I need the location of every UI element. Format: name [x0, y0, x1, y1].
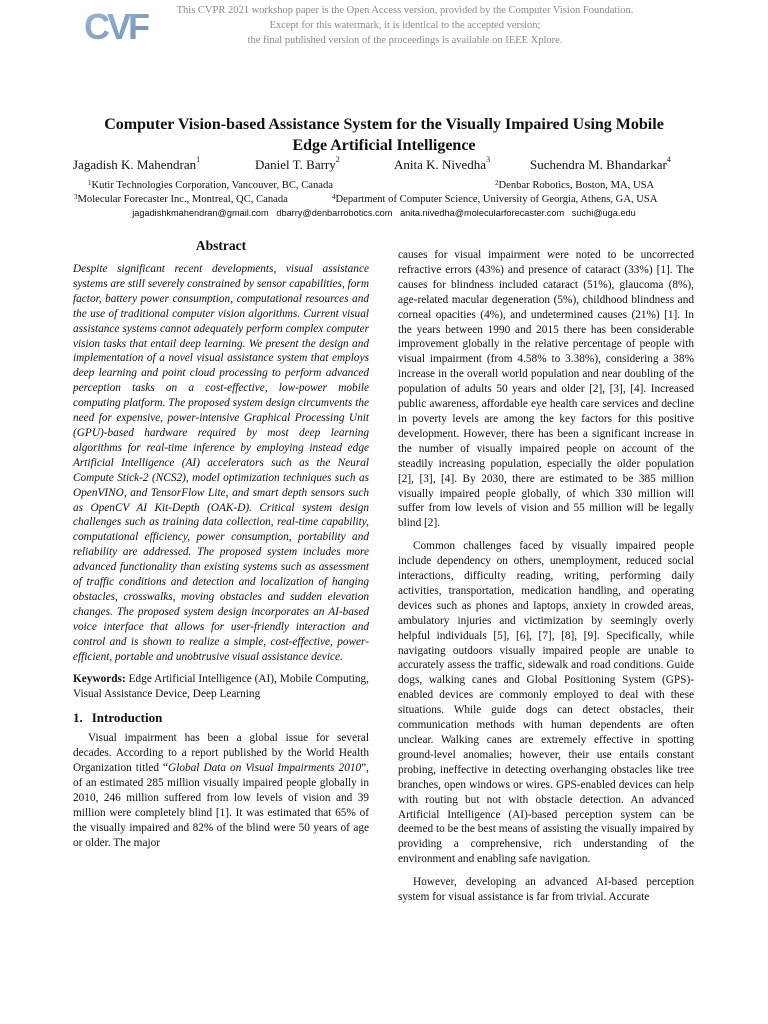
watermark-line-3: the final published version of the proceedings is available on IEEE Xplore. [247, 35, 563, 46]
keywords [73, 672, 369, 702]
left-column [73, 262, 369, 850]
intro-paragraph-1: Visual impairment has been a global issue for several decades. According to a report published by the World Health Organization titled “Global Data on Visual Impairments 2010”, of an estimated 285 million visually impaired people globally in 2010, 246 million suffered from low levels of vision and 39 million were completely blind [1]. It was estimated that 65% of the visually impaired and 82% of the blind were 50 years of age or older. The major [73, 732, 369, 849]
intro-paragraph-3: However, developing an advanced AI-based perception system for visual assistance is far from trivial. Accurate [398, 876, 694, 904]
section-heading-introduction [73, 711, 369, 726]
cvf-logo [84, 6, 147, 47]
affiliation-1: $^1$Kutir Technologies Corporation, Vancouver, BC, Canada [88, 179, 333, 191]
right-column [398, 248, 694, 905]
section-number: 1. [73, 710, 83, 726]
svg-text:CVF: CVF [84, 6, 147, 47]
author-1: Jagadish K. Mahendran$^1$ [73, 155, 201, 172]
author-2: Daniel T. Barry$^2$ [255, 155, 340, 172]
intro-paragraph-1-continued: causes for visual impairment were noted to be uncorrected refractive errors (43%) and presence of cataract (33%) [1]. The causes for blindness included cataract (51%), glaucoma (8%), age-related macular degeneration (5%), childhood blindness and corneal opacities (4%), and undetermined causes (21%) [1]. In the years between 1990 and 2015 there has been considerable improvement globally in the relative percentage of people with visual impairment (from 4.58% to 3.38%), considering a 38% increase in the overall world population and near doubling of the population of adults 50 years and older [2], [3], [4]. Increased public awareness, affordable eye health care services and decline in poverty levels are among the key factors for this positive development. However, there has been a significant increase in the number of visually impaired people on account of the steadily increasing population, especially the older population [2], [3], [4]. By 2030, there are estimated to be 385 million visually impaired people globally, of which 330 million will suffer from low levels of vision and 55 million will be legally blind [2]. [398, 249, 694, 530]
keywords-list: Edge Artificial Intelligence (AI), Mobile Computing, Visual Assistance Device, Deep Learning [73, 673, 369, 701]
keywords-label: Keywords: [73, 673, 126, 686]
author-emails: jagadishkmahendran@gmail.com dbarry@denbarrobotics.com anita.nivedha@molecularforecaster.com suchi@uga.edu [132, 208, 636, 218]
affiliation-2: $^2$Denbar Robotics, Boston, MA, USA [495, 179, 655, 191]
section-title: Introduction [91, 710, 163, 726]
abstract-heading: Abstract [195, 238, 247, 253]
author-4: Suchendra M. Bhandarkar$^4$ [530, 155, 671, 172]
intro-paragraph-2: Common challenges faced by visually impaired people include dependency on others, unemployment, reduced social interactions, difficulty reading, writing, performing daily activities, transportation, medication handling, and operating devices such as phones and laptops, anxiety in crowded areas, ambulatory injuries and victimization by seemingly overly helpful individuals [5], [6], [7], [8], [9]. Specifically, while navigating outdoors visually impaired people are unable to accurately assess the traffic, sidewalk and road conditions. Guide dogs, walking canes and Global Positioning System (GPS)-enabled devices are commonly employed to deal with these situations. While guide dogs can detect obstacles, their communication methods with human dependents are often unclear. Walking canes are extremely effective in spotting ground-level anomalies; however, their use entails constant probing, ineffective in detecting overhanging obstacles like tree branches, open windows or wires. GPS-enabled devices can help with routing but not with obstacle detection. An advanced Artificial Intelligence (AI)-based perception system can be deemed to be the best means of assisting the visually impaired by providing a comprehensive, rich understanding of the environment and enabling safe navigation. [398, 540, 694, 866]
watermark-line-2: Except for this watermark, it is identical to the accepted version; [269, 20, 541, 31]
watermark-line-1: This CVPR 2021 workshop paper is the Open Access version, provided by the Computer Vision Foundation. [176, 5, 634, 16]
affiliation-4: $^4$Department of Computer Science, University of Georgia, Athens, GA, USA [332, 193, 658, 205]
affiliation-3: $^3$Molecular Forecaster Inc., Montreal, QC, Canada [74, 193, 288, 205]
abstract-text: Despite significant recent developments, visual assistance systems are still severely constrained by sensor capabilities, form factor, battery power consumption, computational resources and the use of traditional computer vision algorithms. Current visual assistance systems cannot adequately perform complex computer vision tasks that entail deep learning. We present the design and implementation of a novel visual assistance system that employs deep learning and point cloud processing to perform advanced perception tasks on a cost-effective, low-power mobile computing platform. The proposed system design circumvents the need for expensive, power-intensive Graphical Processing Unit (GPU)-based hardware required by most deep learning algorithms for real-time inference by employing instead edge Artificial Intelligence (AI) accelerators such as the Neural Compute Stick-2 (NCS2), model optimization techniques such as OpenVINO, and TensorFlow Lite, and smart depth sensors such as OpenCV AI Kit-Depth (OAK-D). Critical system design challenges such as training data collection, real-time capability, computational efficiency, power consumption, portability and reliability are addressed. The proposed system includes more advanced functionality than existing systems such as assessment of traffic conditions and detection and localization of hanging obstacles, crosswalks, moving obstacles and sudden elevation changes. The proposed system design incorporates an AI-based voice interface that allows for user-friendly interaction and control and is shown to realize a simple, cost-effective, power-efficient, portable and unobtrusive visual assistance device. [73, 263, 369, 663]
paper-title-line-2: Edge Artificial Intelligence [292, 137, 476, 154]
author-3: Anita K. Nivedha$^3$ [394, 155, 491, 172]
paper-title-line-1: Computer Vision-based Assistance System for the Visually Impaired Using Mobile [104, 116, 664, 133]
